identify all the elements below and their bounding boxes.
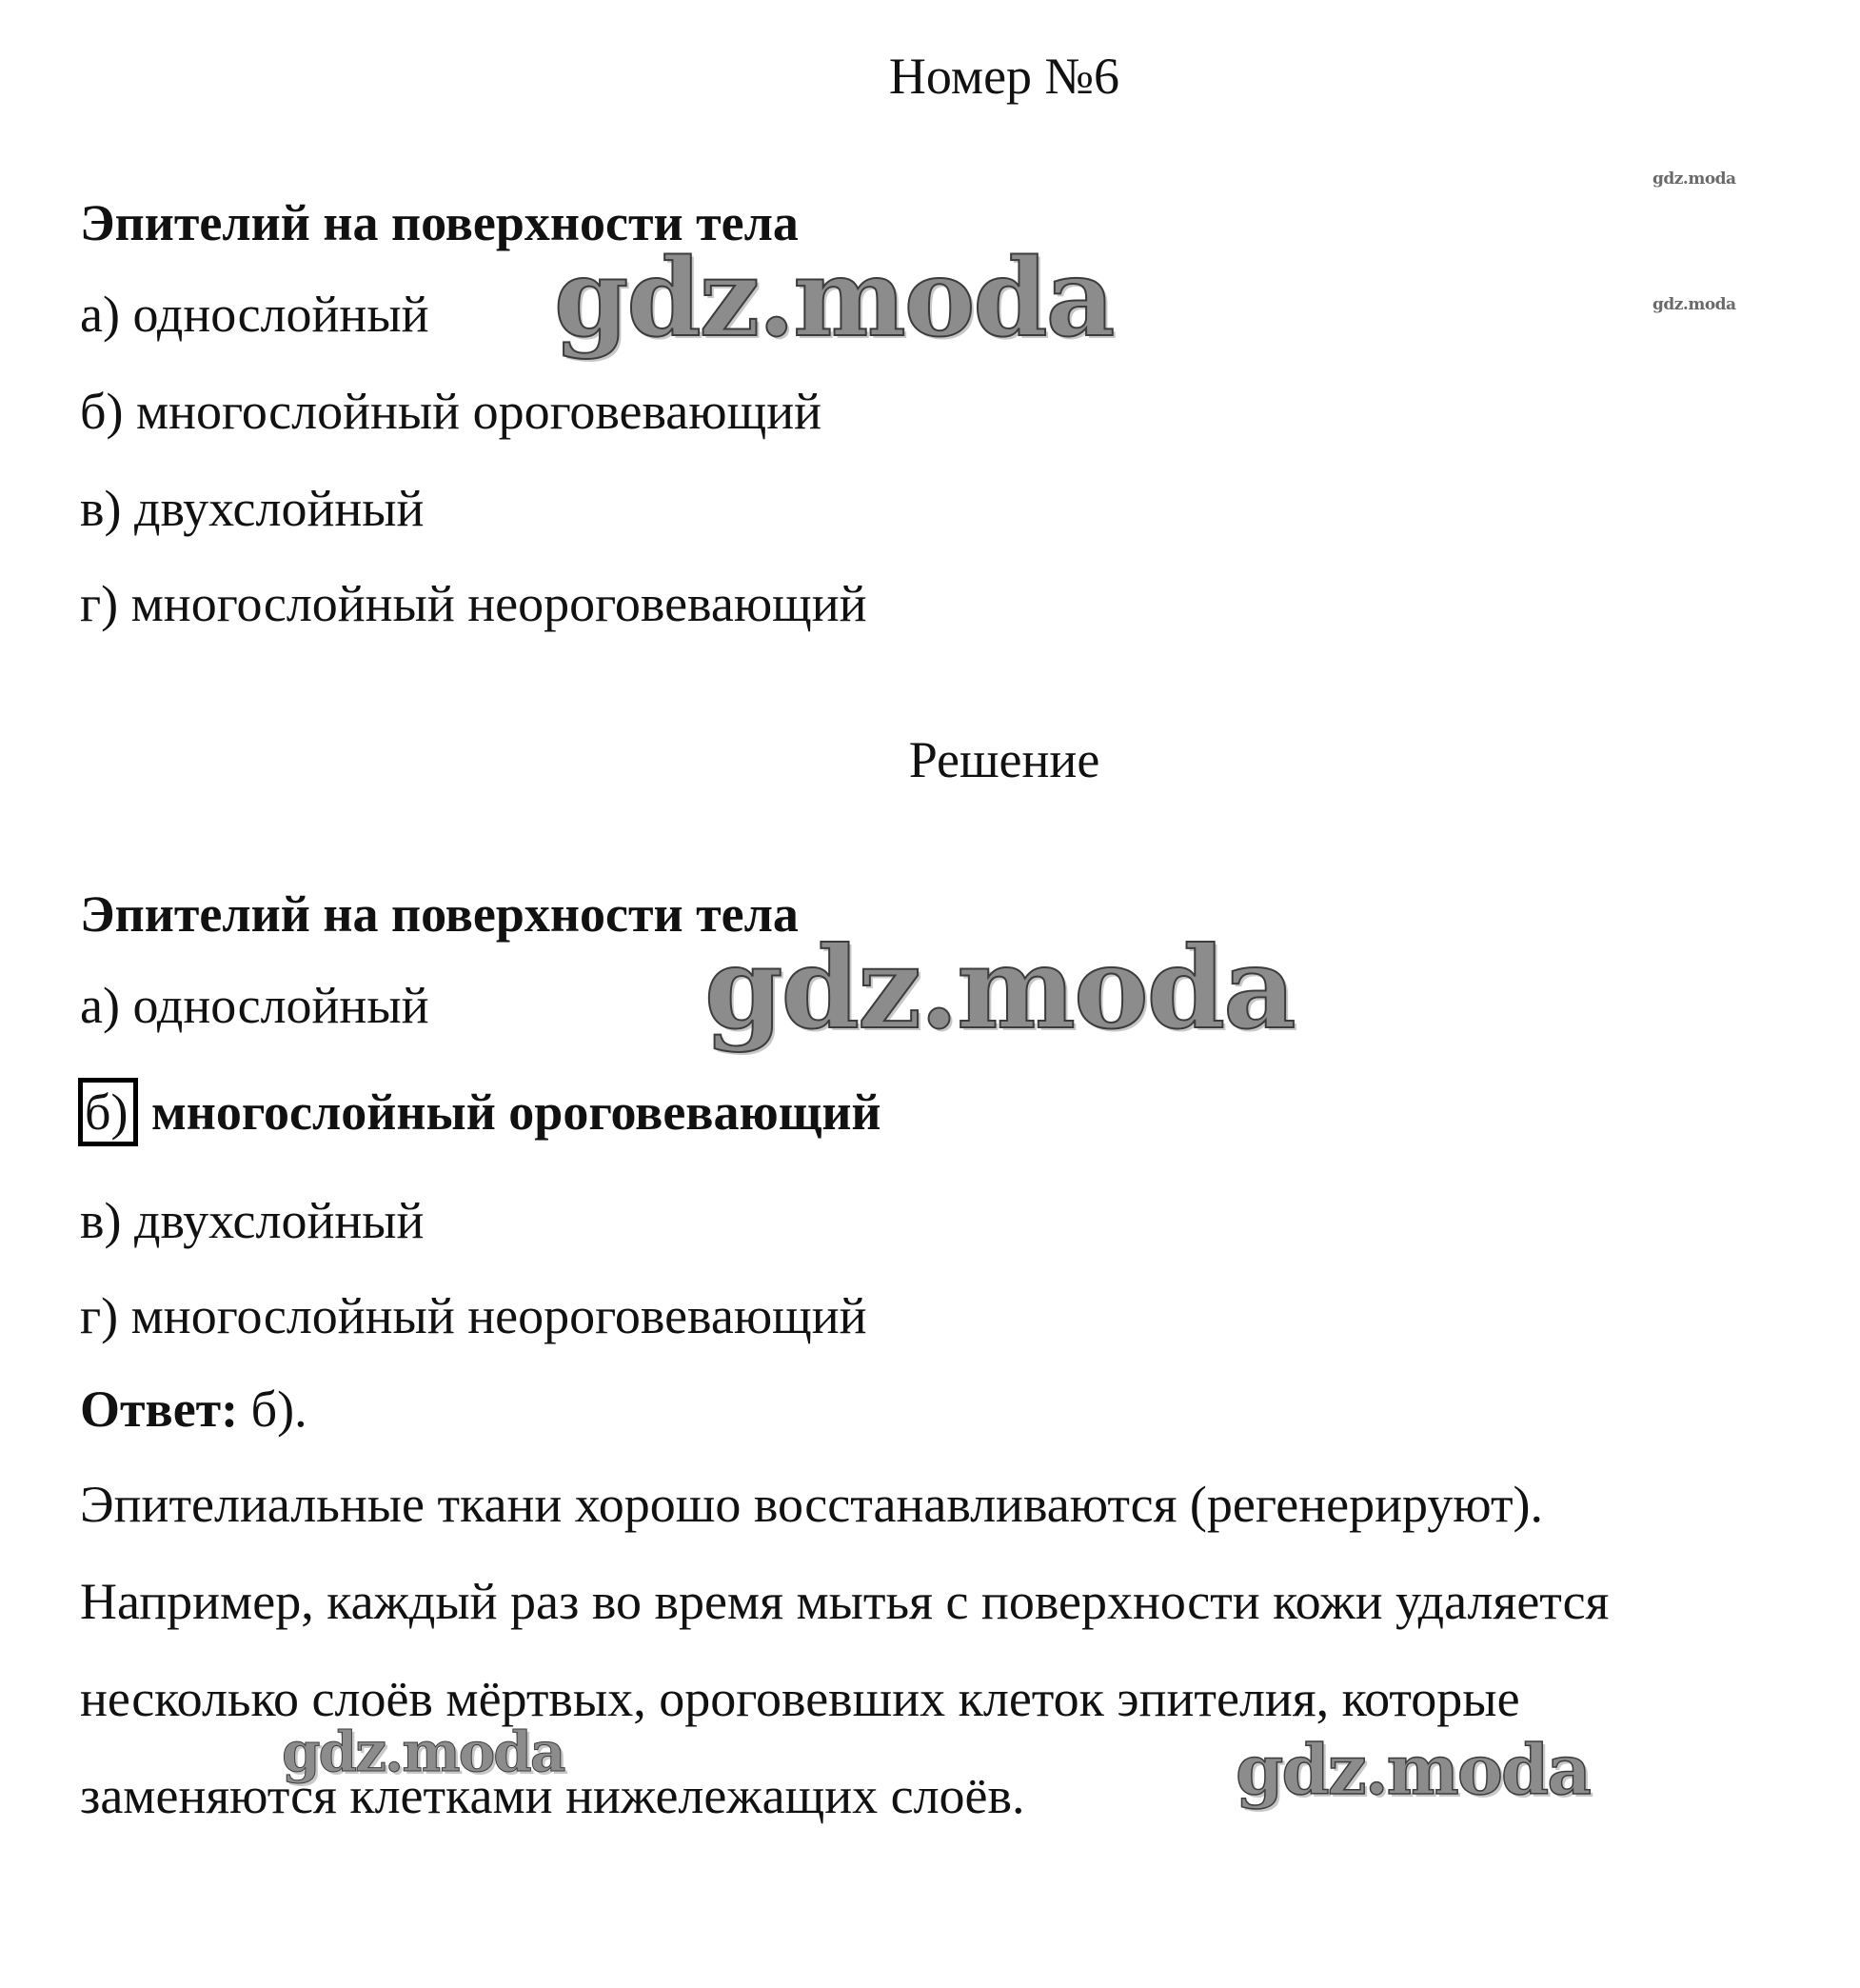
solution-question-heading: Эпителий на поверхности тела: [80, 885, 799, 943]
answer-value: б).: [238, 1381, 307, 1438]
question-option-g: г) многослойный неороговевающий: [80, 575, 867, 632]
watermark-small-top: gdz.moda: [1652, 169, 1736, 189]
solution-option-g: г) многослойный неороговевающий: [80, 1287, 867, 1344]
question-option-a: а) однослойный: [80, 286, 429, 343]
solution-option-a: а) однослойный: [80, 977, 429, 1034]
answer-label: Ответ:: [80, 1381, 239, 1438]
watermark-small-middle: gdz.moda: [1652, 295, 1736, 314]
answer-line: [80, 1379, 307, 1440]
solution-heading: Решение: [908, 731, 1100, 788]
explanation-line-4: заменяются клетками нижележащих слоёв.: [80, 1767, 1025, 1824]
watermark-medium-1: gdz.moda: [282, 1720, 564, 1784]
explanation-line-2: Например, каждый раз во время мытья с поверхности кожи удаляется: [80, 1573, 1610, 1630]
explanation-line-1: Эпителиальные ткани хорошо восстанавливаются (регенерируют).: [80, 1476, 1544, 1533]
question-heading: Эпителий на поверхности тела: [80, 194, 799, 251]
solution-option-v: в) двухслойный: [80, 1192, 425, 1249]
question-option-b: б) многослойный ороговевающий: [80, 383, 821, 440]
correct-answer-box: б): [78, 1078, 138, 1146]
watermark-large-1: gdz.moda: [554, 236, 1114, 361]
explanation-line-3: несколько слоёв мёртвых, ороговевших клеток эпителия, которые: [80, 1670, 1520, 1727]
correct-answer-text: многослойный ороговевающий: [150, 1083, 881, 1141]
page-title: Номер №6: [888, 48, 1120, 105]
solution-option-b: [80, 1078, 881, 1146]
watermark-medium-2: gdz.moda: [1236, 1729, 1590, 1810]
question-option-v: в) двухслойный: [80, 480, 425, 537]
watermark-large-2: gdz.moda: [704, 922, 1295, 1054]
